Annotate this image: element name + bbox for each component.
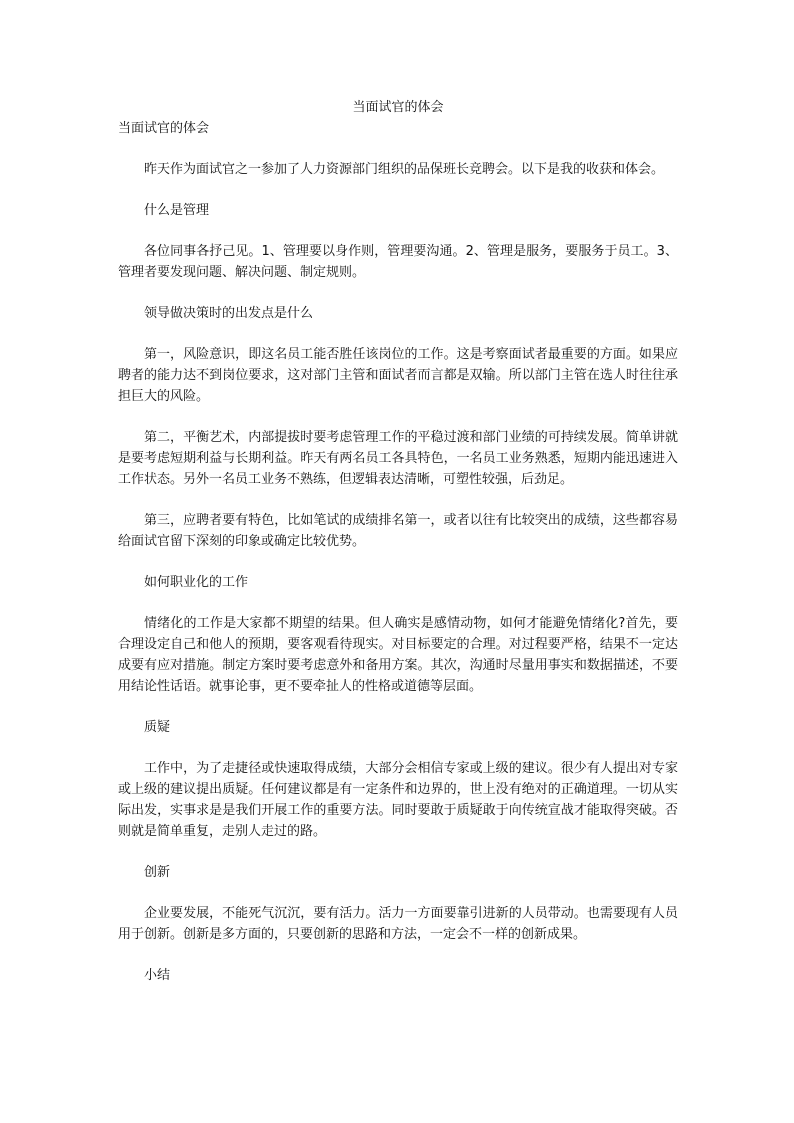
paragraph-professional: 情绪化的工作是大家都不期望的结果。但人确实是感情动物，如何才能避免情绪化?首先，要合理设定自己和他人的预期，要客观看待现实。对目标要定的合理。对过程要严格，结果不一定达成要有应对措施。制定方案时要考虑意外和备用方案。其次，沟通时尽量用事实和数据描述，不要用结论性话语。就事论事，更不要牵扯人的性格或道德等层面。	[118, 616, 678, 694]
section-heading-professional: 如何职业化的工作	[144, 575, 249, 590]
document-title: 当面试官的体会	[352, 100, 444, 115]
document-page	[118, 97, 678, 1006]
section-heading-management: 什么是管理	[144, 203, 210, 218]
paragraph-innovation: 企业要发展，不能死气沉沉，要有活力。活力一方面要靠引进新的人员带动。也需要现有人员用于创新。创新是多方面的，只要创新的思路和方法，一定会不一样的创新成果。	[118, 906, 678, 942]
paragraph-intro: 昨天作为面试官之一参加了人力资源部门组织的品保班长竞聘会。以下是我的收获和体会。	[144, 162, 665, 177]
paragraph-question: 工作中，为了走捷径或快速取得成绩，大部分会相信专家或上级的建议。很少有人提出对专家或上级的建议提出质疑。任何建议都是有一定条件和边界的，世上没有绝对的正确道理。一切从实际出发，实事求是是我们开展工作的重要方法。同时要敢于质疑敢于向传统宣战才能取得突破。否则就是简单重复，走别人走过的路。	[118, 761, 678, 839]
section-heading-innovation: 创新	[144, 865, 171, 880]
paragraph-decision-2: 第二，平衡艺术，内部提拔时要考虑管理工作的平稳过渡和部门业绩的可持续发展。简单讲就是要考虑短期利益与长期利益。昨天有两名员工各具特色，一名员工业务熟悉，短期内能迅速进入工作状态。另外一名员工业务不熟练，但逻辑表达清晰，可塑性较强，后劲足。	[118, 430, 678, 487]
document-subtitle: 当面试官的体会	[118, 121, 210, 136]
paragraph-decision-1: 第一，风险意识，即这名员工能否胜任该岗位的工作。这是考察面试者最重要的方面。如果应聘者的能力达不到岗位要求，这对部门主管和面试者而言都是双输。所以部门主管在选人时往往承担巨大的风险。	[118, 347, 678, 404]
section-heading-decision: 领导做决策时的出发点是什么	[144, 306, 314, 321]
section-heading-summary: 小结	[144, 968, 171, 983]
paragraph-decision-3: 第三，应聘者要有特色，比如笔试的成绩排名第一，或者以往有比较突出的成绩，这些都容易给面试官留下深刻的印象或确定比较优势。	[118, 513, 678, 549]
section-heading-question: 质疑	[144, 720, 171, 735]
paragraph-management: 各位同事各抒己见。1、管理要以身作则，管理要沟通。2、管理是服务，要服务于员工。3、管理者要发现问题、解决问题、制定规则。	[118, 244, 678, 280]
